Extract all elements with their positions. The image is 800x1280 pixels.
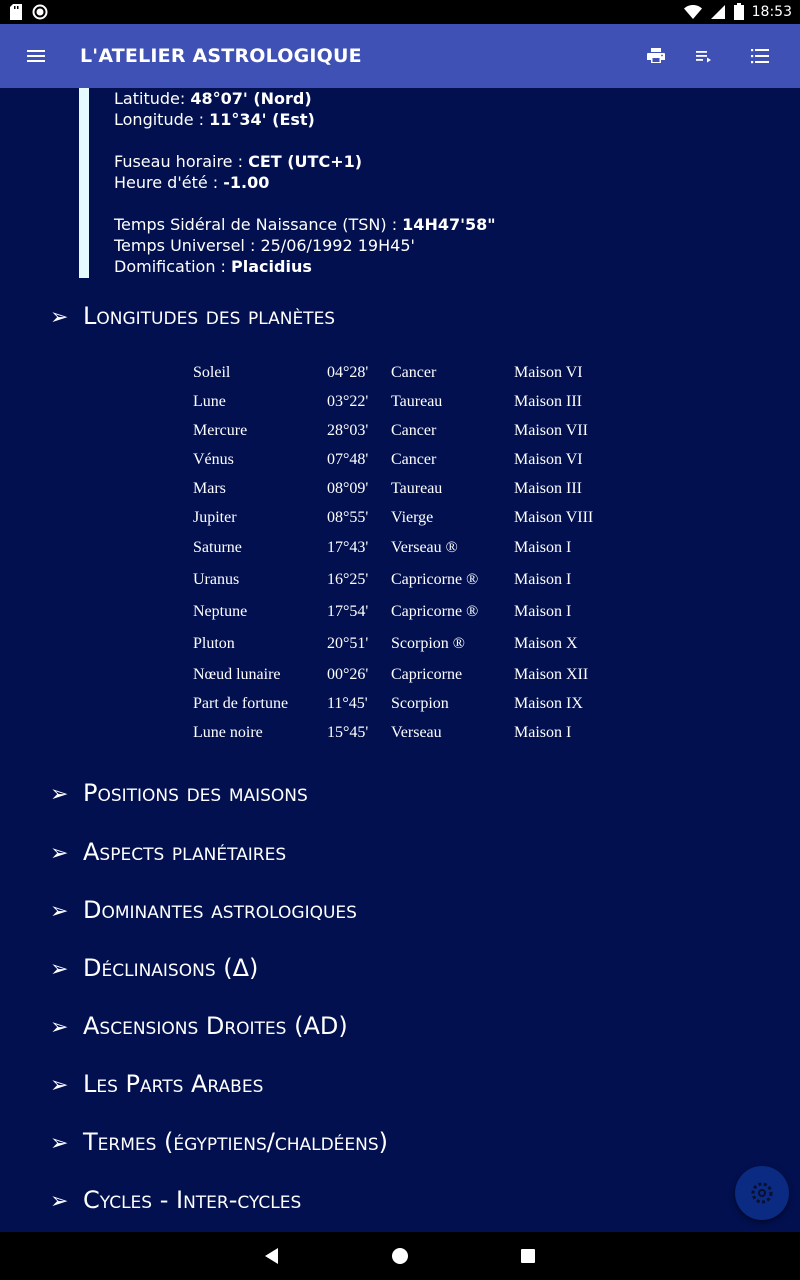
planet-name: Lune noire	[193, 724, 263, 741]
arrow-icon: ➢	[50, 1015, 69, 1040]
table-row	[193, 695, 623, 724]
table-row	[193, 666, 623, 695]
table-row	[193, 509, 623, 538]
planet-house: Maison III	[514, 480, 582, 497]
planet-degree: 15°45'	[327, 724, 369, 741]
table-row	[193, 480, 623, 509]
planet-house: Maison I	[514, 571, 572, 588]
wifi-icon	[684, 4, 702, 20]
table-row	[193, 539, 623, 568]
dst-line: Heure d'été : -1.00	[114, 173, 270, 192]
planet-name: Lune	[193, 393, 226, 410]
arrow-icon: ➢	[50, 957, 69, 982]
recents-icon[interactable]	[516, 1244, 540, 1268]
arrow-icon: ➢	[50, 305, 69, 330]
planet-name: Uranus	[193, 571, 240, 588]
planet-house: Maison I	[514, 724, 572, 741]
section-termes[interactable]: ➢ Termes (égyptiens/chaldéens)	[50, 1128, 389, 1156]
astro-wheel-icon	[750, 1181, 774, 1205]
battery-icon	[734, 3, 744, 20]
longitude-line: Longitude : 11°34' (Est)	[114, 110, 315, 129]
print-icon[interactable]	[644, 44, 668, 68]
planet-degree: 08°55'	[327, 509, 369, 526]
tsn-line: Temps Sidéral de Naissance (TSN) : 14H47'58"	[114, 215, 496, 234]
planet-name: Soleil	[193, 364, 231, 381]
dst-value: -1.00	[223, 173, 270, 192]
playlist-icon[interactable]	[692, 44, 716, 68]
home-icon[interactable]	[388, 1244, 412, 1268]
planet-name: Neptune	[193, 603, 248, 620]
status-bar	[0, 0, 800, 24]
planet-house: Maison X	[514, 635, 578, 652]
planet-degree: 00°26'	[327, 666, 369, 683]
list-icon[interactable]	[748, 44, 772, 68]
planet-house: Maison I	[514, 539, 572, 556]
wheel-fab-button[interactable]	[735, 1166, 789, 1220]
arrow-icon: ➢	[50, 1073, 69, 1098]
planet-sign: Scorpion	[391, 695, 449, 712]
planet-house: Maison VIII	[514, 509, 594, 526]
universal-time-line: Temps Universel : 25/06/1992 19H45'	[114, 236, 415, 255]
circle-notification-icon	[32, 4, 48, 20]
planet-house: Maison XII	[514, 666, 589, 683]
section-cycles[interactable]: ➢ Cycles - Inter-cycles	[50, 1186, 302, 1214]
planet-house: Maison VI	[514, 451, 583, 468]
planet-house: Maison VII	[514, 422, 588, 439]
planet-sign: Cancer	[391, 422, 437, 439]
planet-degree: 11°45'	[327, 695, 368, 712]
planet-sign: Vierge	[391, 509, 434, 526]
planet-degree: 17°54'	[327, 603, 369, 620]
table-row	[193, 364, 623, 393]
planet-name: Mars	[193, 480, 226, 497]
planet-sign: Verseau ®	[391, 539, 458, 556]
planet-degree: 07°48'	[327, 451, 369, 468]
planet-degree: 28°03'	[327, 422, 369, 439]
planet-name: Nœud lunaire	[193, 666, 281, 683]
table-row	[193, 635, 623, 664]
planet-degree: 16°25'	[327, 571, 369, 588]
planet-house: Maison I	[514, 603, 572, 620]
section-maisons[interactable]: ➢ Positions des maisons	[50, 779, 308, 807]
section-longitudes[interactable]: ➢ Longitudes des planètes	[50, 302, 336, 330]
arrow-icon: ➢	[50, 1131, 69, 1156]
system-nav-bar	[0, 1232, 800, 1280]
table-row	[193, 571, 623, 600]
table-row	[193, 603, 623, 632]
tsn-value: 14H47'58"	[402, 215, 496, 234]
latitude-line: Latitude: 48°07' (Nord)	[114, 89, 312, 108]
section-aspects[interactable]: ➢ Aspects planétaires	[50, 838, 287, 866]
table-row	[193, 393, 623, 422]
domification-value: Placidius	[231, 257, 312, 276]
section-ascensions[interactable]: ➢ Ascensions Droites (AD)	[50, 1012, 348, 1040]
planet-name: Vénus	[193, 451, 234, 468]
chart-content	[0, 88, 800, 1232]
timezone-value: CET (UTC+1)	[248, 152, 363, 171]
planet-degree: 20°51'	[327, 635, 369, 652]
arrow-icon: ➢	[50, 1189, 69, 1214]
planet-house: Maison III	[514, 393, 582, 410]
latitude-value: 48°07' (Nord)	[190, 89, 312, 108]
planet-sign: Capricorne	[391, 666, 463, 683]
planet-sign: Cancer	[391, 364, 437, 381]
planet-name: Saturne	[193, 539, 242, 556]
planet-name: Mercure	[193, 422, 248, 439]
table-row	[193, 724, 623, 753]
arrow-icon: ➢	[50, 899, 69, 924]
planet-house: Maison IX	[514, 695, 583, 712]
planet-degree: 08°09'	[327, 480, 369, 497]
planet-sign: Capricorne ®	[391, 571, 479, 588]
planet-sign: Capricorne ®	[391, 603, 479, 620]
domification-line: Domification : Placidius	[114, 257, 312, 276]
menu-icon[interactable]	[24, 44, 48, 68]
planet-name: Jupiter	[193, 509, 237, 526]
section-parts[interactable]: ➢ Les Parts Arabes	[50, 1070, 264, 1098]
planet-name: Part de fortune	[193, 695, 289, 712]
planet-house: Maison VI	[514, 364, 583, 381]
arrow-icon: ➢	[50, 841, 69, 866]
app-bar	[0, 24, 800, 88]
planet-degree: 17°43'	[327, 539, 369, 556]
planet-sign: Taureau	[391, 393, 443, 410]
planet-sign: Verseau	[391, 724, 442, 741]
planet-sign: Scorpion ®	[391, 635, 465, 652]
planet-degree: 03°22'	[327, 393, 369, 410]
table-row	[193, 451, 623, 480]
birth-info-panel	[79, 88, 496, 278]
table-row	[193, 422, 623, 451]
back-icon[interactable]	[260, 1244, 284, 1268]
planet-sign: Cancer	[391, 451, 437, 468]
planet-name: Pluton	[193, 635, 235, 652]
section-declinaisons[interactable]: ➢ Déclinaisons (Δ)	[50, 954, 259, 982]
status-time: 18:53	[751, 3, 792, 20]
planet-degree: 04°28'	[327, 364, 369, 381]
sd-card-icon	[10, 4, 22, 20]
arrow-icon: ➢	[50, 782, 69, 807]
longitude-value: 11°34' (Est)	[209, 110, 315, 129]
signal-icon	[710, 4, 726, 20]
section-dominantes[interactable]: ➢ Dominantes astrologiques	[50, 896, 357, 924]
app-title: L'ATELIER ASTROLOGIQUE	[80, 45, 362, 67]
planet-sign: Taureau	[391, 480, 443, 497]
timezone-line: Fuseau horaire : CET (UTC+1)	[114, 152, 363, 171]
